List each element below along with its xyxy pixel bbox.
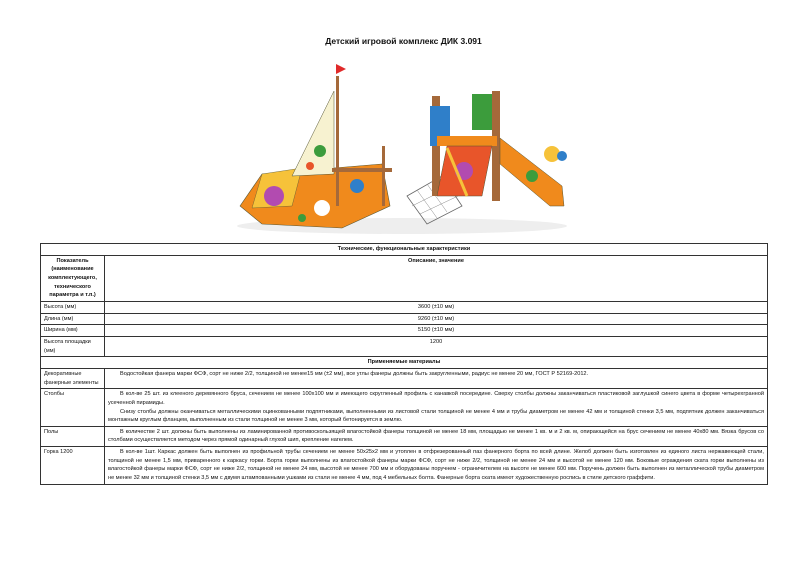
table-row <box>41 325 768 337</box>
spec-table <box>40 243 768 485</box>
row-description <box>105 447 768 485</box>
row-label: Высота площадки (мм) <box>41 336 105 356</box>
row-value: 5150 (±10 мм) <box>105 325 768 337</box>
section-title-materials: Применяемые материалы <box>41 357 768 369</box>
row-label: Высота (мм) <box>41 301 105 313</box>
description-paragraph: В кол-ве 25 шт. из клееного деревянного бруса, сечением не менее 100х100 мм и имеющего скругленный профиль с канавкой посередине. Сверху столбы должны заканчиваться пластиковой заглушкой синего цвета в форме четырехгранной усеченной пирамиды. <box>108 391 764 406</box>
description-paragraph: В количестве 2 шт. должны быть выполнены из ламинированной противоскользящей влагостойкой фанеры толщиной не менее 18 мм, площадью не менее 1 кв. м и 2 кв. м, опирающейся на брус сечением не менее 40х80 мм. Вязка брусов со столбами осуществляется методом через прямой одинарный глухой шип, крепление нагелем. <box>108 428 764 444</box>
row-value: 1200 <box>105 336 768 356</box>
description-paragraph: Водостойкая фанера марки ФСФ, сорт не ниже 2/2, толщиной не менее15 мм (±2 мм), все углы фанеры должны быть закругленными, радиус не менее 20 мм, ГОСТ Р 52169-2012. <box>120 370 589 377</box>
table-row <box>41 426 768 446</box>
row-label: Декоративные фанерные элементы <box>41 368 105 388</box>
row-description <box>105 426 768 446</box>
description-paragraph: В кол-ве 1шт. Каркас должен быть выполнен из профильной трубы сечением не менее 50х25х2 мм и утоплен в отфрезерованный паз фанерного борта по всей длине. Желоб должен быть изготовлен из единого листа нержавеющей стали, толщиной не менее 1,5 мм, приваренного к каркасу горки. Борта горки выполнены из влагостойкой фанеры марки ФСФ, сорт не ниже 2/2, толщиной не менее 24 мм и высотой не менее 120 мм. Боковые ограждения ската горки выполнены из влагостойкой фанеры марки ФСФ, сорт не ниже 2/2, толщиной не менее 24 мм, высотой не менее 700 мм и оборудованы поручнем - ограничителем на высоте не менее 600 мм. Поручень должен быть выполнен из металлической трубы диаметром не менее 32 мм и толщиной стенки 3,5 мм с двумя штампованными ушками из стали не менее 4 мм, под 4 мебельных болта. Фанерные борта ската имеют художественную роспись в стиле детского граффити. <box>108 449 764 482</box>
product-illustration <box>232 56 574 238</box>
row-label: Столбы <box>41 389 105 427</box>
row-value: 3600 (±10 мм) <box>105 301 768 313</box>
description-paragraph: Снизу столбы должны оканчиваться металлическими оцинкованными подпятниками, выполненными из листовой стали толщиной не менее 4 мм и трубы диаметром не менее 42 мм и толщиной стенки 3,5 мм, подпятник должен заканчиваться монтажным круглым фланцем, выполненным из стали толщиной не менее 3 мм, который бетонируется в землю. <box>108 408 764 424</box>
table-row <box>41 313 768 325</box>
page-title: Детский игровой комплекс ДИК 3.091 <box>325 36 482 46</box>
table-row <box>41 336 768 356</box>
row-description <box>105 368 768 388</box>
table-row <box>41 447 768 485</box>
table-row <box>41 389 768 427</box>
row-label: Горка 1200 <box>41 447 105 485</box>
row-value: 9260 (±10 мм) <box>105 313 768 325</box>
header-param: Показатель (наименование комплектующего, технического параметра и т.п.) <box>41 255 105 301</box>
table-row <box>41 368 768 388</box>
row-label: Полы <box>41 426 105 446</box>
table-row <box>41 301 768 313</box>
section-title-tech: Технические, функциональные характеристики <box>41 244 768 256</box>
row-description <box>105 389 768 427</box>
row-label: Длина (мм) <box>41 313 105 325</box>
row-label: Ширина (мм) <box>41 325 105 337</box>
header-value: Описание, значение <box>105 255 768 301</box>
